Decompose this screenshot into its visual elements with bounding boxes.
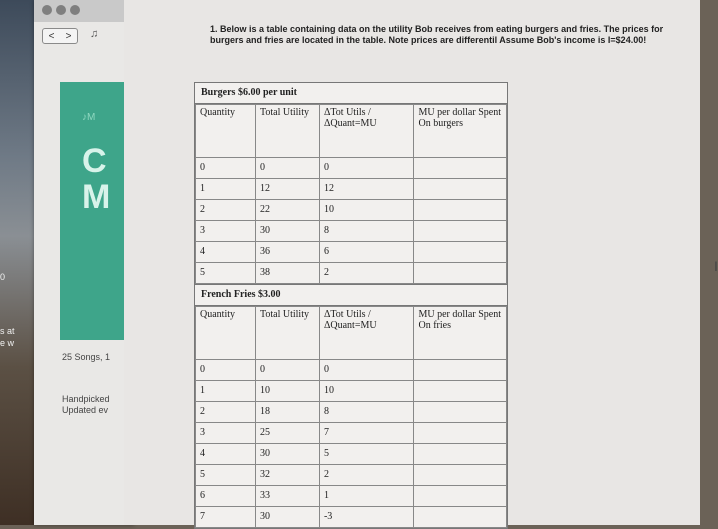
window-titlebar[interactable]	[34, 0, 134, 22]
table-cell: 4	[196, 444, 256, 465]
table-cell: 1	[319, 486, 414, 507]
table-row	[196, 158, 507, 179]
header-cell: ΔTot Utils / ΔQuant=MU	[319, 307, 414, 360]
table-cell	[414, 486, 507, 507]
table-cell: 6	[196, 486, 256, 507]
table-cell: 1	[196, 179, 256, 200]
table-cell: 4	[196, 242, 256, 263]
table-header-row	[196, 307, 507, 360]
table-row	[196, 402, 507, 423]
table-cell: 30	[255, 444, 319, 465]
header-cell: Quantity	[196, 105, 256, 158]
question-text: 1. Below is a table containing data on the utility Bob receives from eating burgers and fries. The prices for burgers and fries are located in the table. Note prices are differentil Assume Bob's income is I=$24.00!	[210, 24, 664, 45]
table-row	[196, 242, 507, 263]
table-cell	[414, 444, 507, 465]
playlist-card[interactable]	[60, 82, 134, 340]
table-cell	[414, 263, 507, 284]
header-cell: MU per dollar Spent On burgers	[414, 105, 507, 158]
desktop-label: 0	[0, 272, 6, 282]
table-cell	[414, 381, 507, 402]
desktop-label: s at	[0, 326, 15, 336]
table-row	[196, 179, 507, 200]
utility-table	[194, 82, 508, 529]
forward-arrow-icon[interactable]: >	[65, 30, 72, 42]
table-cell: 2	[319, 465, 414, 486]
table-cell: 22	[255, 200, 319, 221]
table-cell: -3	[319, 507, 414, 528]
playlist-cover-letter: M	[82, 178, 111, 216]
table-cell: 38	[255, 263, 319, 284]
table-cell	[414, 423, 507, 444]
table-cell: 2	[196, 402, 256, 423]
table-cell: 0	[255, 360, 319, 381]
back-arrow-icon[interactable]: <	[48, 30, 55, 42]
fries-section-title: French Fries $3.00	[195, 284, 507, 306]
table-cell	[414, 242, 507, 263]
table-cell	[414, 158, 507, 179]
table-cell: 8	[319, 221, 414, 242]
table-cell: 3	[196, 423, 256, 444]
table-cell: 10	[319, 200, 414, 221]
music-app-window[interactable]	[34, 0, 134, 525]
table-row	[196, 507, 507, 528]
table-cell: 5	[196, 465, 256, 486]
table-cell	[414, 360, 507, 381]
table-cell: 7	[319, 423, 414, 444]
table-cell: 7	[196, 507, 256, 528]
desktop-label: e w	[0, 338, 15, 348]
burgers-table	[195, 104, 507, 284]
table-cell	[414, 465, 507, 486]
table-row	[196, 486, 507, 507]
table-cell: 0	[255, 158, 319, 179]
zoom-window-icon[interactable]	[70, 5, 80, 15]
close-window-icon[interactable]	[42, 5, 52, 15]
table-cell	[414, 402, 507, 423]
description-line: Updated ev	[62, 405, 109, 415]
table-cell: 10	[319, 381, 414, 402]
playlist-description	[62, 394, 110, 416]
table-cell: 30	[255, 221, 319, 242]
table-cell: 32	[255, 465, 319, 486]
table-row	[196, 200, 507, 221]
table-cell: 5	[196, 263, 256, 284]
document-page	[124, 0, 718, 525]
table-header-row	[196, 105, 507, 158]
nav-arrows[interactable]	[42, 28, 78, 44]
table-cell: 3	[196, 221, 256, 242]
table-cell	[414, 221, 507, 242]
table-cell: 10	[255, 381, 319, 402]
table-row	[196, 444, 507, 465]
table-cell	[414, 200, 507, 221]
burgers-section-title: Burgers $6.00 per unit	[195, 83, 507, 104]
table-cell: 8	[319, 402, 414, 423]
table-cell: 0	[196, 158, 256, 179]
table-cell	[414, 179, 507, 200]
table-cell: 0	[319, 158, 414, 179]
table-cell: 12	[255, 179, 319, 200]
table-cell: 0	[196, 360, 256, 381]
table-cell: 2	[196, 200, 256, 221]
playlist-logo: ♪M	[82, 112, 96, 123]
table-cell: 36	[255, 242, 319, 263]
table-row	[196, 360, 507, 381]
table-cell	[414, 507, 507, 528]
playlist-cover-letter: C	[82, 142, 107, 180]
table-row	[196, 263, 507, 284]
fries-table	[195, 306, 507, 528]
table-row	[196, 221, 507, 242]
table-cell: 33	[255, 486, 319, 507]
minimize-window-icon[interactable]	[56, 5, 66, 15]
table-cell: 12	[319, 179, 414, 200]
table-cell: 5	[319, 444, 414, 465]
header-cell: Total Utility	[255, 105, 319, 158]
header-cell: MU per dollar Spent On fries	[414, 307, 507, 360]
table-cell: 6	[319, 242, 414, 263]
table-cell: 30	[255, 507, 319, 528]
header-cell: Quantity	[196, 307, 256, 360]
header-cell: Total Utility	[255, 307, 319, 360]
header-cell: ΔTot Utils / ΔQuant=MU	[319, 105, 414, 158]
table-cell: 1	[196, 381, 256, 402]
table-row	[196, 423, 507, 444]
song-count: 25 Songs, 1	[62, 352, 111, 362]
table-row	[196, 465, 507, 486]
table-cell: 25	[255, 423, 319, 444]
table-cell: 0	[319, 360, 414, 381]
music-note-icon[interactable]: ♫	[90, 28, 99, 40]
table-cell: 2	[319, 263, 414, 284]
table-cell: 18	[255, 402, 319, 423]
table-row	[196, 381, 507, 402]
text-cursor-icon: I	[714, 258, 718, 274]
description-line: Handpicked	[62, 394, 110, 404]
